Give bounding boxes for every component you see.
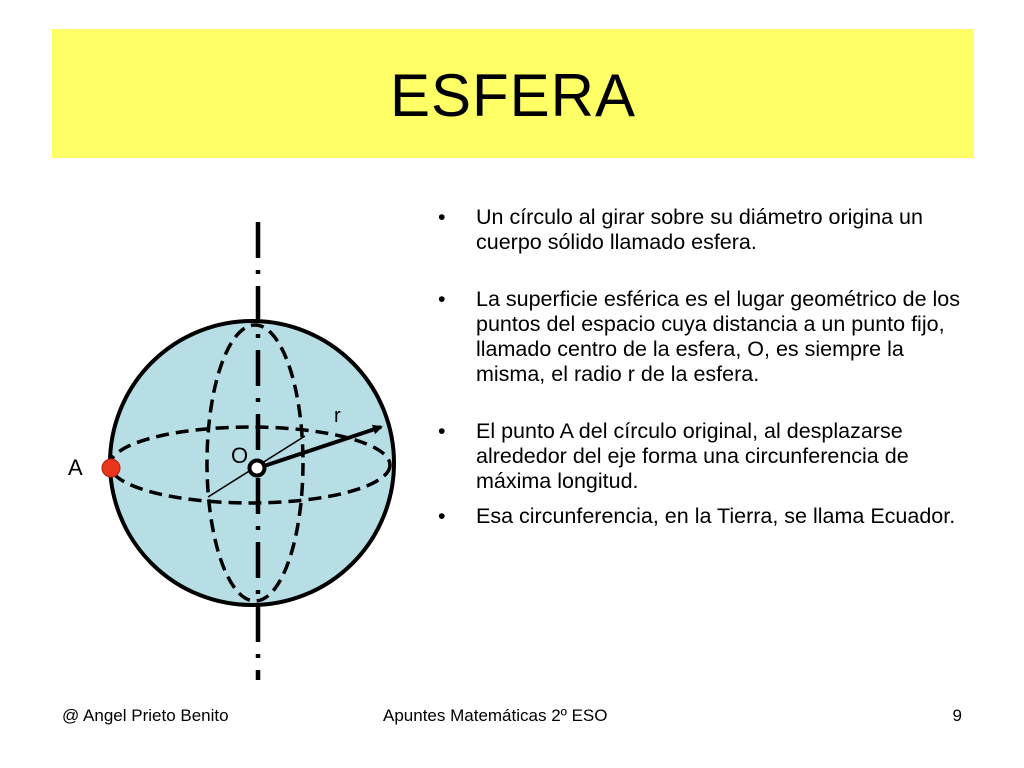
- label-o: O: [231, 443, 249, 468]
- center-o-icon: [250, 461, 265, 476]
- sphere-diagram: [0, 0, 440, 700]
- label-a: A: [68, 455, 83, 480]
- page-title: ESFERA: [389, 62, 637, 129]
- footer-author: @ Angel Prieto Benito: [62, 706, 229, 725]
- point-a-icon: [102, 459, 120, 477]
- bullet-item: • Un círculo al girar sobre su diámetro origina un cuerpo sólido llamado esfera.: [436, 205, 976, 255]
- footer-course: Apuntes Matemáticas 2º ESO: [383, 706, 608, 725]
- footer-page-number: 9: [952, 706, 962, 725]
- label-r: r: [334, 405, 341, 427]
- bullet-item: • Esa circunferencia, en la Tierra, se llama Ecuador.: [436, 504, 976, 529]
- bullet-item: • El punto A del círculo original, al desplazarse alrededor del eje forma una circunferencia de máxima longitud.: [436, 419, 976, 494]
- bullet-list: [436, 205, 976, 529]
- bullet-item: • La superficie esférica es el lugar geométrico de los puntos del espacio cuya distancia a un punto fijo, llamado centro de la esfera, O, es siempre la misma, el radio r de la esfera.: [436, 287, 976, 387]
